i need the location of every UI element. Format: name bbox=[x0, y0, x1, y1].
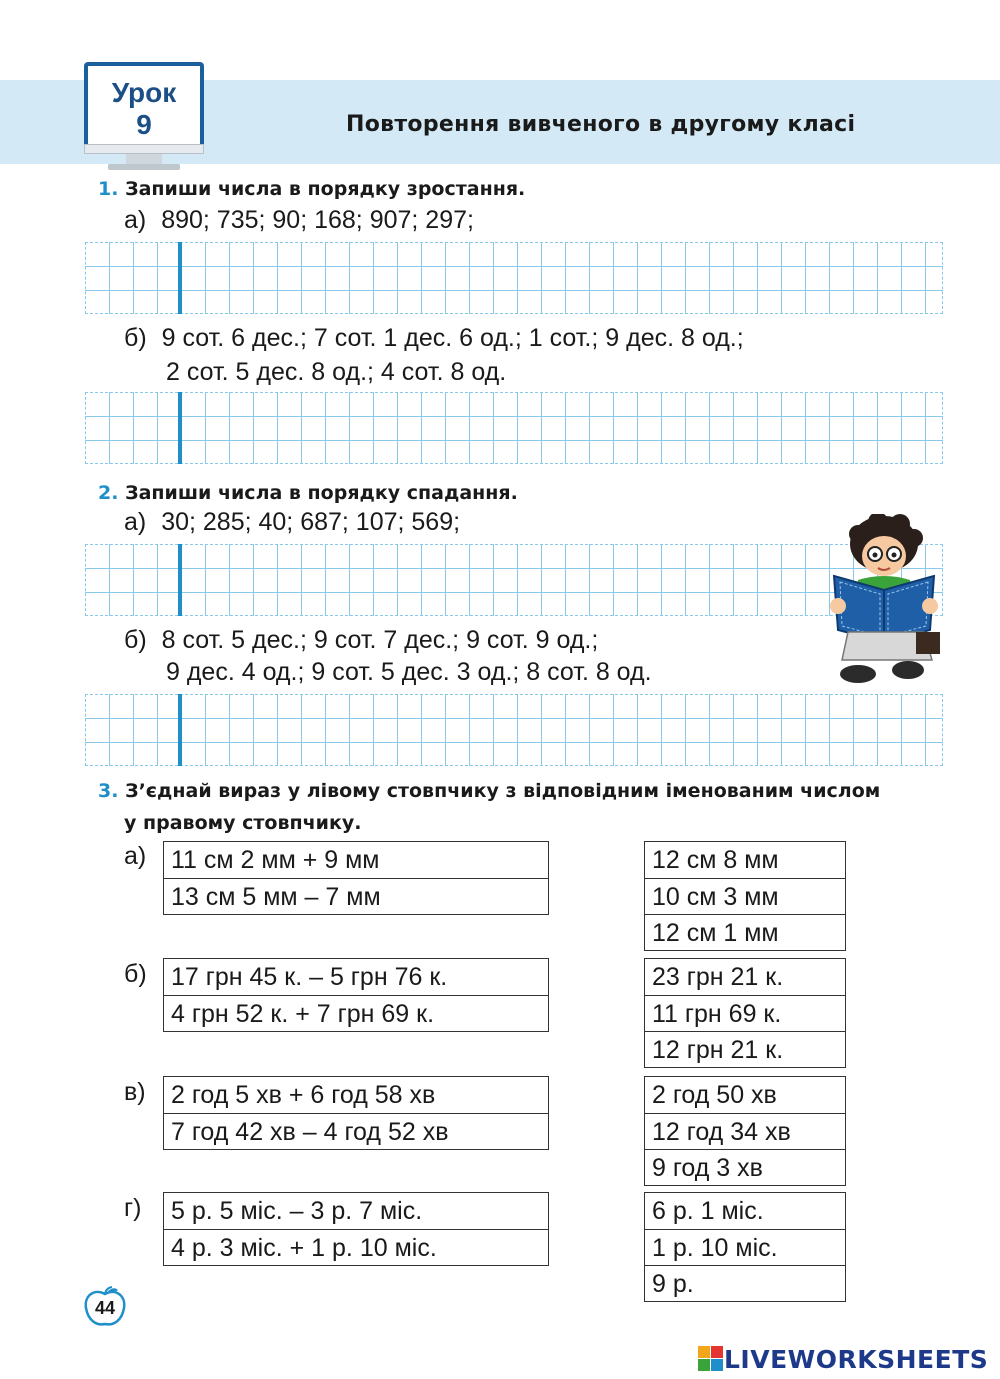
task-1b-line1 bbox=[124, 324, 744, 353]
answer-cell[interactable]: 1 р. 10 міс. bbox=[645, 1229, 845, 1265]
grid-margin-line bbox=[178, 392, 182, 464]
boy-reading-book-illustration bbox=[828, 514, 942, 690]
group-b-label: б) bbox=[124, 960, 147, 988]
expression-cell[interactable]: 7 год 42 хв – 4 год 52 хв bbox=[164, 1113, 548, 1149]
group-d-right-column bbox=[644, 1192, 846, 1302]
answer-cell[interactable]: 12 грн 21 к. bbox=[645, 1031, 845, 1067]
lesson-word: Урок bbox=[111, 77, 177, 108]
task-2a-values: 30; 285; 40; 687; 107; 569; bbox=[161, 508, 461, 536]
task-1b-values-2: 2 сот. 5 дес. 8 од.; 4 сот. 8 од. bbox=[166, 358, 507, 386]
task-3-instruction bbox=[98, 780, 880, 802]
grid-margin-line bbox=[178, 242, 182, 314]
group-b-right-column bbox=[644, 958, 846, 1068]
answer-cell[interactable]: 12 см 8 мм bbox=[652, 846, 779, 874]
liveworksheets-logo-icon bbox=[698, 1346, 724, 1372]
group-b-left-column bbox=[163, 958, 549, 1032]
task-3-text-1: З’єднай вираз у лівому стовпчику з відповідним іменованим числом bbox=[125, 780, 881, 802]
liveworksheets-logo bbox=[698, 1346, 988, 1372]
monitor-base bbox=[108, 164, 180, 170]
task-1-text: Запиши числа в порядку зростання. bbox=[125, 178, 526, 200]
expression-cell[interactable]: 4 грн 52 к. + 7 грн 69 к. bbox=[164, 995, 548, 1031]
task-1b-label: б) bbox=[124, 324, 147, 352]
task-3-number: 3. bbox=[98, 780, 119, 802]
expression-cell[interactable]: 5 р. 5 міс. – 3 р. 7 міс. bbox=[171, 1197, 423, 1225]
group-c-right-column bbox=[644, 1076, 846, 1186]
lesson-title: Повторення вивченого в другому класі bbox=[346, 112, 856, 137]
task-2b-line1 bbox=[124, 626, 598, 655]
answer-grid-1a[interactable] bbox=[85, 242, 943, 314]
expression-cell[interactable]: 2 год 5 хв + 6 год 58 хв bbox=[171, 1081, 436, 1109]
task-1a-line bbox=[124, 206, 474, 235]
expression-cell[interactable]: 11 см 2 мм + 9 мм bbox=[171, 846, 380, 874]
expression-cell[interactable]: 17 грн 45 к. – 5 грн 76 к. bbox=[171, 963, 448, 991]
task-2a-label: а) bbox=[124, 508, 147, 536]
group-a-left-column bbox=[163, 841, 549, 915]
answer-cell[interactable]: 10 см 3 мм bbox=[645, 878, 845, 914]
task-2b-values-2: 9 дес. 4 од.; 9 сот. 5 дес. 3 од.; 8 сот. 8 од. bbox=[166, 658, 652, 686]
lesson-number: 9 bbox=[136, 109, 152, 140]
grid-margin-line bbox=[178, 544, 182, 616]
group-d-left-column bbox=[163, 1192, 549, 1266]
page-number: 44 bbox=[94, 1298, 116, 1318]
answer-cell[interactable]: 9 р. bbox=[645, 1265, 845, 1301]
task-2-instruction bbox=[98, 482, 518, 504]
task-3-text-2: у правому стовпчику. bbox=[124, 812, 362, 834]
answer-cell[interactable]: 12 год 34 хв bbox=[645, 1113, 845, 1149]
answer-cell[interactable]: 9 год 3 хв bbox=[645, 1149, 845, 1185]
answer-cell[interactable]: 6 р. 1 міс. bbox=[652, 1197, 764, 1225]
task-1b-values-1: 9 сот. 6 дес.; 7 сот. 1 дес. 6 од.; 1 сот.; 9 дес. 8 од.; bbox=[161, 324, 744, 352]
group-a-right-column bbox=[644, 841, 846, 951]
group-a-label: а) bbox=[124, 842, 147, 870]
task-2-text: Запиши числа в порядку спадання. bbox=[125, 482, 518, 504]
grid-margin-line bbox=[178, 694, 182, 766]
group-c-left-column bbox=[163, 1076, 549, 1150]
liveworksheets-logo-text: LIVEWORKSHEETS bbox=[724, 1344, 989, 1374]
task-1a-label: а) bbox=[124, 206, 147, 234]
group-c-label: в) bbox=[124, 1078, 146, 1106]
task-1-instruction bbox=[98, 178, 525, 200]
expression-cell[interactable]: 13 см 5 мм – 7 мм bbox=[164, 878, 548, 914]
expression-cell[interactable]: 4 р. 3 міс. + 1 р. 10 міс. bbox=[164, 1229, 548, 1265]
task-1a-values: 890; 735; 90; 168; 907; 297; bbox=[161, 206, 474, 234]
answer-grid-1b[interactable] bbox=[85, 392, 943, 464]
answer-grid-2b[interactable] bbox=[85, 694, 943, 766]
task-2-number: 2. bbox=[98, 482, 119, 504]
monitor-bezel bbox=[84, 144, 204, 154]
answer-cell[interactable]: 2 год 50 хв bbox=[652, 1081, 777, 1109]
task-2b-label: б) bbox=[124, 626, 147, 654]
answer-cell[interactable]: 23 грн 21 к. bbox=[652, 963, 784, 991]
group-d-label: г) bbox=[124, 1194, 142, 1222]
task-2b-values-1: 8 сот. 5 дес.; 9 сот. 7 дес.; 9 сот. 9 од.; bbox=[161, 626, 599, 654]
monitor-stand bbox=[126, 154, 162, 164]
answer-cell[interactable]: 12 см 1 мм bbox=[645, 914, 845, 950]
task-1-number: 1. bbox=[98, 178, 119, 200]
answer-cell[interactable]: 11 грн 69 к. bbox=[645, 995, 845, 1031]
task-2a-line bbox=[124, 508, 460, 537]
answer-grid-2a[interactable] bbox=[85, 544, 943, 616]
